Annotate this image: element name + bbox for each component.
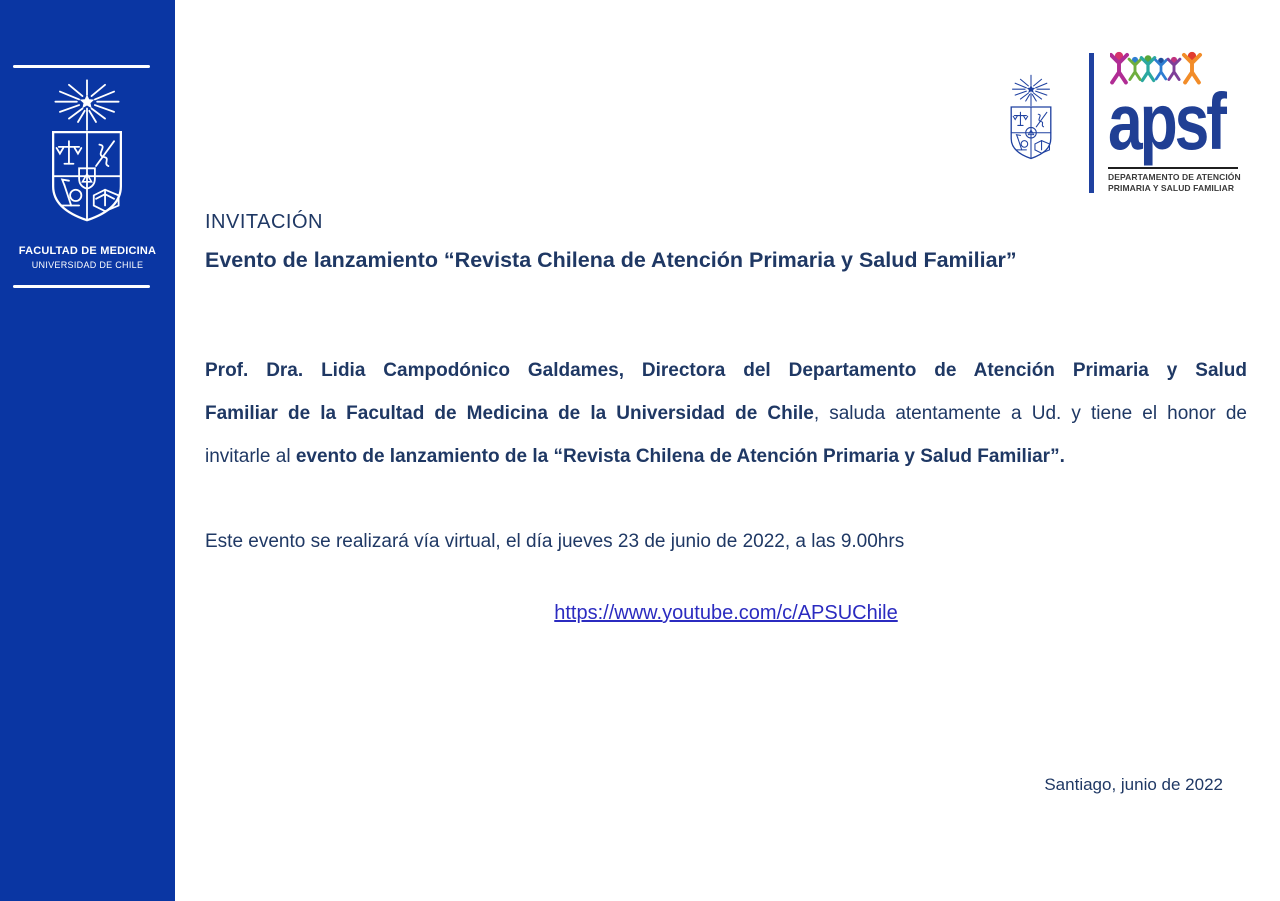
youtube-link[interactable]: https://www.youtube.com/c/APSUChile (554, 602, 898, 624)
paragraph-segment: invitarle al (205, 446, 296, 467)
sidebar (0, 0, 175, 901)
paragraph-line-2 (205, 392, 1247, 435)
sidebar-divider-bottom (13, 285, 150, 288)
sidebar-divider-top (13, 65, 150, 68)
faculty-name: FACULTAD DE MEDICINA (18, 245, 157, 257)
invitation-paragraph (205, 349, 1247, 478)
apsf-caption-line2: PRIMARIA Y SALUD FAMILIAR (1108, 183, 1235, 193)
university-name: UNIVERSIDAD DE CHILE (31, 260, 144, 270)
apsf-caption (1108, 167, 1241, 194)
paragraph-segment: evento de lanzamiento de la “Revista Chilena de Atención Primaria y Salud Familiar”. (295, 446, 1065, 467)
invitation-title: Evento de lanzamiento “Revista Chilena de Atención Primaria y Salud Familiar” (205, 248, 1017, 272)
link-container (205, 602, 1247, 625)
paragraph-line-3 (205, 435, 1247, 478)
apsf-caption-line1: DEPARTAMENTO DE ATENCIÓN (1108, 172, 1241, 182)
paragraph-line-1 (205, 349, 1247, 392)
apsf-wordmark: apsf (1108, 77, 1224, 166)
paragraph-segment: Familiar de la Facultad de Medicina de la Universidad de Chile (205, 403, 814, 424)
paragraph-segment: Prof. Dra. Lidia Campodónico Galdames, Directora del Departamento de Atención Primaria y Salud (205, 360, 1247, 381)
event-detail: Este evento se realizará vía virtual, el día jueves 23 de junio de 2022, a las 9.00hrs (205, 531, 905, 552)
invitation-label: INVITACIÓN (205, 211, 323, 233)
university-crest-outline-icon (998, 50, 1064, 193)
logo-separator-bar (1089, 53, 1094, 193)
paragraph-segment: , saluda atentamente a Ud. y tiene el honor de (813, 403, 1247, 424)
place-date: Santiago, junio de 2022 (1044, 775, 1223, 794)
university-crest-icon (28, 78, 146, 236)
apsf-logo (998, 45, 1250, 197)
